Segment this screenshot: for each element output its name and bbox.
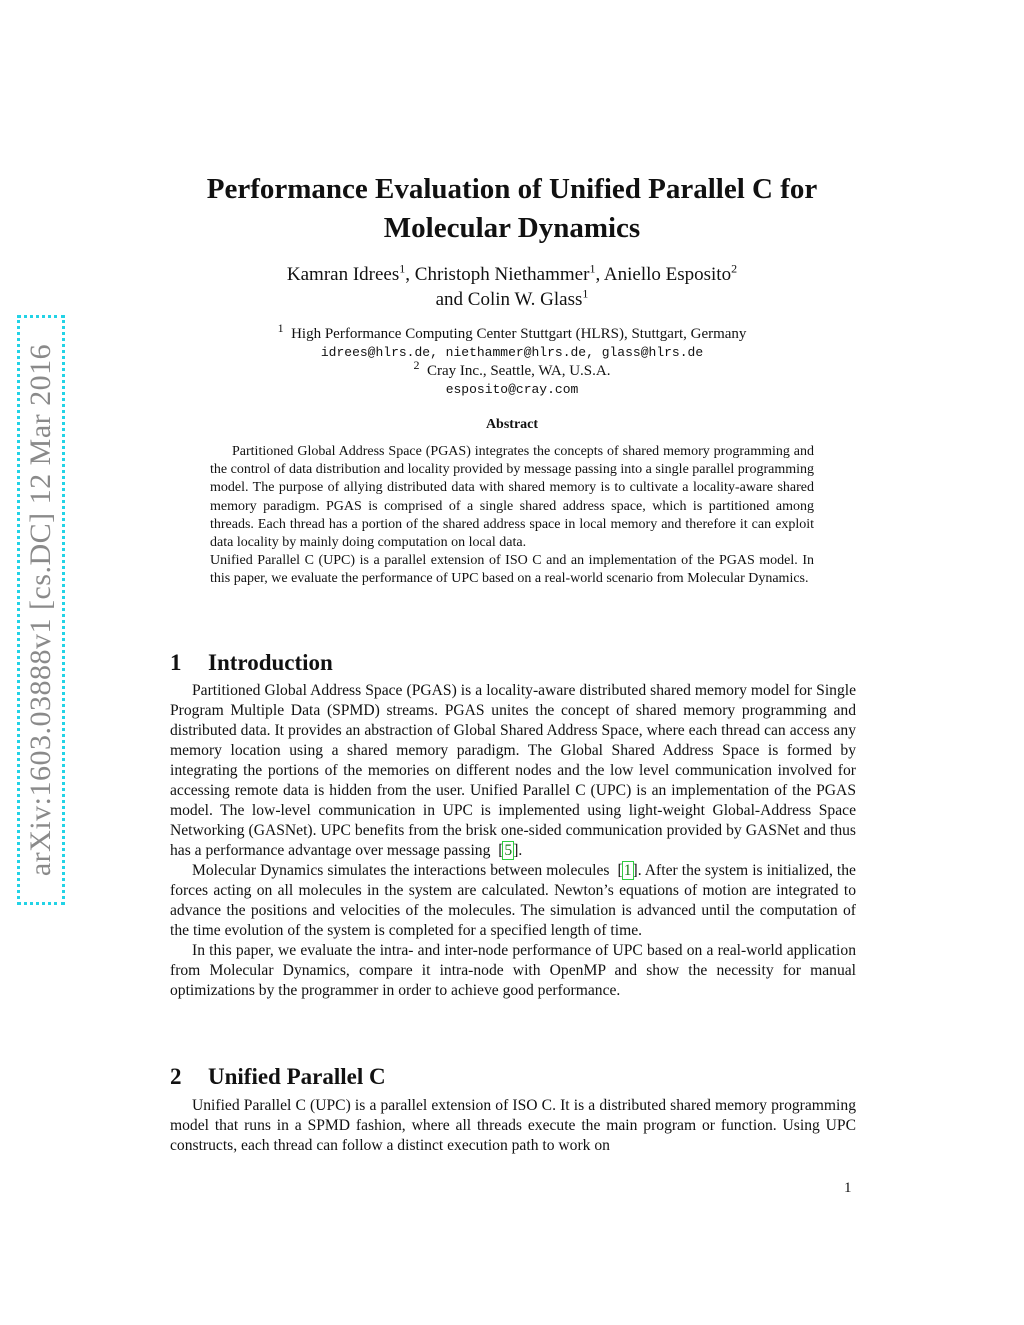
author-name: Kamran Idrees (286, 264, 400, 285)
affiliation-text: Cray Inc., Seattle, WA, U.S.A. (427, 363, 611, 379)
paper-title (150, 170, 874, 248)
abstract-paragraph: Unified Parallel C (UPC) is a parallel extension of ISO C and an implementation of the PGAS model. In this paper, we evaluate the performance of UPC based on a real-world scenario from Molecular Dynamics. (210, 553, 814, 587)
body-paragraph: Partitioned Global Address Space (PGAS) is a locality-aware distributed shared memory model for Single Program Multiple Data (SPMD) streams. PGAS unites the concept of shared memory programming and distributed data. It provides an abstraction of Global Shared Address Space, where each thread can access any memory location using a shared memory paradigm. The Global Shared Address Space is formed by integrating the portions of the memories on different nodes and the low level communication involved for accessing remote data is hidden from the user. Unified Parallel C (UPC) is an implementation of the PGAS model. The low-level communication in UPC is implemented using light-weight Global-Address Space Networking (GASNet). UPC benefits from the brisk one-sided communication provided by GASNet and thus has a performance advantage over message passing [5]. (170, 682, 856, 859)
affiliations (150, 321, 874, 399)
affiliation-1-emails: idrees@hlrs.de, niethammer@hlrs.de, glass@hlrs.de (320, 344, 704, 360)
affiliation-2-email: esposito@cray.com (445, 381, 579, 397)
introduction-body (170, 681, 856, 1001)
abstract-body (210, 443, 814, 589)
arxiv-identifier-stamp[interactable] (17, 315, 65, 905)
paragraph-text: . After the system is initialized, the forces acting on all molecules in the system are calculated. Newton’s equations of motion are integrated to advance the positions and velocities of the molecules. The simulation is advanced until the computation of the time evolution of the system is completed for a specified length of time. (170, 862, 856, 939)
author-affiliation-mark: 1 (589, 261, 596, 276)
affiliation-1 (150, 321, 874, 344)
author-name: and Colin W. Glass (435, 289, 583, 310)
section-heading-introduction (170, 650, 333, 676)
section-title: Unified Parallel C (208, 1064, 386, 1089)
body-paragraph: In this paper, we evaluate the intra- and inter-node performance of UPC based on a real-world application from Molecular Dynamics, compare it intra-node with OpenMP and show the necessity for manual optimizations by the programmer in order to achieve good performance. (170, 942, 856, 999)
paragraph-text: Molecular Dynamics simulates the interactions between molecules (192, 862, 610, 879)
unified-parallel-c-body (170, 1096, 856, 1156)
affiliation-mark: 2 (413, 358, 420, 372)
page-number: 1 (844, 1180, 852, 1196)
affiliation-text: High Performance Computing Center Stuttgart (HLRS), Stuttgart, Germany (291, 326, 747, 342)
section-title: Introduction (208, 650, 333, 675)
abstract-heading: Abstract (485, 417, 539, 432)
author-name: Aniello Esposito (603, 264, 732, 285)
author-affiliation-mark: 1 (582, 286, 589, 301)
arxiv-identifier-text: arXiv:1603.03888v1 [cs.DC] 12 Mar 2016 (24, 343, 57, 877)
paragraph-text: Partitioned Global Address Space (PGAS) is a locality-aware distributed shared memory model for Single Program Multiple Data (SPMD) streams. PGAS unites the concept of shared memory programming and distributed data. It provides an abstraction of Global Shared Address Space, where each thread can access any memory location using a shared memory paradigm. The Global Shared Address Space is formed by integrating the portions of the memories on different nodes and the low level communication involved for accessing remote data is hidden from the user. Unified Parallel C (UPC) is an implementation of the PGAS model. The low-level communication in UPC is implemented using light-weight Global-Address Space Networking (GASNet). UPC benefits from the brisk one-sided communication provided by GASNet and thus has a performance advantage over message passing (170, 682, 856, 859)
paragraph-text: . (518, 842, 523, 859)
author-name: Christoph Niethammer (414, 264, 590, 285)
affiliation-mark: 1 (277, 321, 284, 335)
title-line-1: Performance Evaluation of Unified Parallel C for (206, 173, 818, 205)
section-number: 2 (170, 1064, 182, 1089)
section-heading-unified-parallel-c (170, 1064, 386, 1090)
body-paragraph: Molecular Dynamics simulates the interactions between molecules [1]. After the system is initialized, the forces acting on all molecules in the system are calculated. Newton’s equations of motion are integrated to advance the positions and velocities of the molecules. The simulation is advanced until the computation of the time evolution of the system is completed for a specified length of time. (170, 862, 856, 939)
author-list: Kamran Idrees$^1$, Christoph Niethammer$^1$, Aniello Esposito$^2$ and Colin W. Glass$^1$ (286, 261, 738, 310)
citation-link[interactable]: 5 (504, 842, 513, 859)
author-affiliation-mark: 2 (731, 261, 738, 276)
title-line-2: Molecular Dynamics (383, 212, 641, 244)
citation-link[interactable]: 1 (623, 862, 632, 879)
affiliation-2 (150, 358, 874, 381)
author-affiliation-mark: 1 (399, 261, 406, 276)
abstract-paragraph: Partitioned Global Address Space (PGAS) integrates the concepts of shared memory programming and the control of data distribution and locality provided by message passing into a single parallel programming model. The purpose of allying distributed data with shared memory is to cultivate a locality-aware shared memory paradigm. PGAS is comprised of a single shared address space, which is partitioned among threads. Each thread has a portion of the shared address space in local memory and therefore it can exploit data locality by mainly doing computation on local data. (210, 444, 814, 551)
body-paragraph: Unified Parallel C (UPC) is a parallel extension of ISO C. It is a distributed shared memory programming model that runs in a SPMD fashion, where all threads execute the main program or function. Using UPC constructs, each thread can follow a distinct execution path to work on (170, 1097, 856, 1154)
section-number: 1 (170, 650, 182, 675)
